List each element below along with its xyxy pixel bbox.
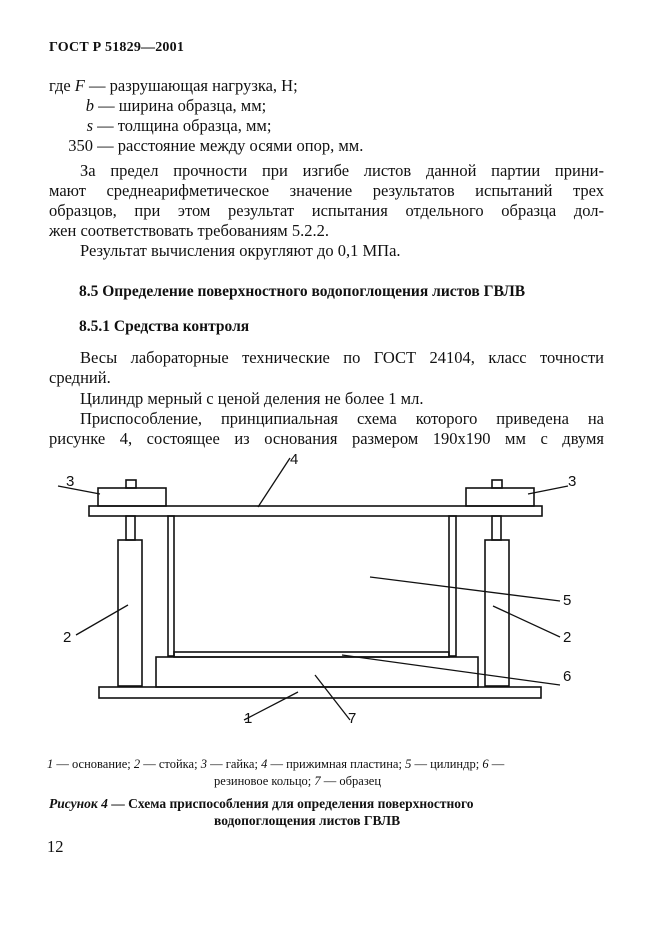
- clamping-plate: [89, 506, 542, 516]
- nut-right: [466, 488, 534, 506]
- figure-title-line-1: Рисунок 4 — Схема приспособления для определения поверхностного: [49, 796, 474, 811]
- figure-diagram: [0, 440, 661, 750]
- definition-b: b — ширина образца, мм;: [85, 96, 267, 115]
- paragraph-line: мают среднеарифметическое значение результатов испытаний трех: [49, 181, 604, 200]
- base: [99, 687, 541, 698]
- label-3-left: 3: [66, 473, 75, 490]
- cylinder-wall-left: [168, 516, 174, 656]
- nut-right-top: [492, 480, 502, 488]
- label-7: 7: [348, 710, 357, 727]
- cylinder-wall-right: [449, 516, 456, 656]
- figure-legend-line-1: 1 — основание; 2 — стойка; 3 — гайка; 4 — прижимная пластина; 5 — цилиндр; 6 —: [47, 757, 505, 771]
- paragraph: Результат вычисления округляют до 0,1 МПа.: [80, 241, 401, 260]
- figure-title-line-2: водопоглощения листов ГВЛВ: [214, 813, 401, 828]
- post-right: [485, 540, 509, 686]
- leader-6: [342, 655, 560, 685]
- leader-2-right: [493, 606, 560, 637]
- label-4: 4: [290, 451, 299, 468]
- sample: [156, 657, 478, 687]
- post-left: [118, 540, 142, 686]
- rod-right: [492, 516, 501, 540]
- definition-s: s — толщина образца, мм;: [86, 116, 272, 135]
- page-number: 12: [47, 837, 64, 856]
- definition-f: где F — разрушающая нагрузка, Н;: [49, 76, 298, 95]
- label-3-right: 3: [568, 473, 577, 490]
- paragraph: Цилиндр мерный с ценой деления не более 1 мл.: [80, 389, 424, 408]
- nut-left: [98, 488, 166, 506]
- label-2-right: 2: [563, 629, 572, 646]
- label-2-left: 2: [63, 629, 72, 646]
- subsection-heading: 8.5.1 Средства контроля: [79, 318, 250, 335]
- label-1: 1: [244, 710, 253, 727]
- section-heading: 8.5 Определение поверхностного водопоглощения листов ГВЛВ: [79, 283, 526, 300]
- definition-350: 350 — расстояние между осями опор, мм.: [68, 136, 364, 155]
- paragraph-line: средний.: [49, 368, 111, 387]
- label-6: 6: [563, 668, 572, 685]
- paragraph-line: образцов, при этом результат испытания отдельного образца дол-: [49, 201, 604, 220]
- paragraph-line: Весы лабораторные технические по ГОСТ 24104, класс точности: [80, 348, 604, 367]
- figure-legend-line-2: резиновое кольцо; 7 — образец: [214, 774, 382, 788]
- document-code: ГОСТ Р 51829—2001: [49, 40, 185, 55]
- leader-2-left: [76, 605, 128, 635]
- leader-5: [370, 577, 560, 601]
- rod-left: [126, 516, 135, 540]
- paragraph-line: рисунке 4, состоящее из основания размером 190x190 мм с двумя: [49, 429, 604, 448]
- paragraph-line: За предел прочности при изгибе листов данной партии прини-: [80, 161, 604, 180]
- paragraph-line: жен соответствовать требованиям 5.2.2.: [49, 221, 329, 240]
- paragraph-line: Приспособление, принципиальная схема которого приведена на: [80, 409, 604, 428]
- label-5: 5: [563, 592, 572, 609]
- nut-left-top: [126, 480, 136, 488]
- leader-3-left: [58, 486, 100, 494]
- leader-4: [258, 458, 290, 507]
